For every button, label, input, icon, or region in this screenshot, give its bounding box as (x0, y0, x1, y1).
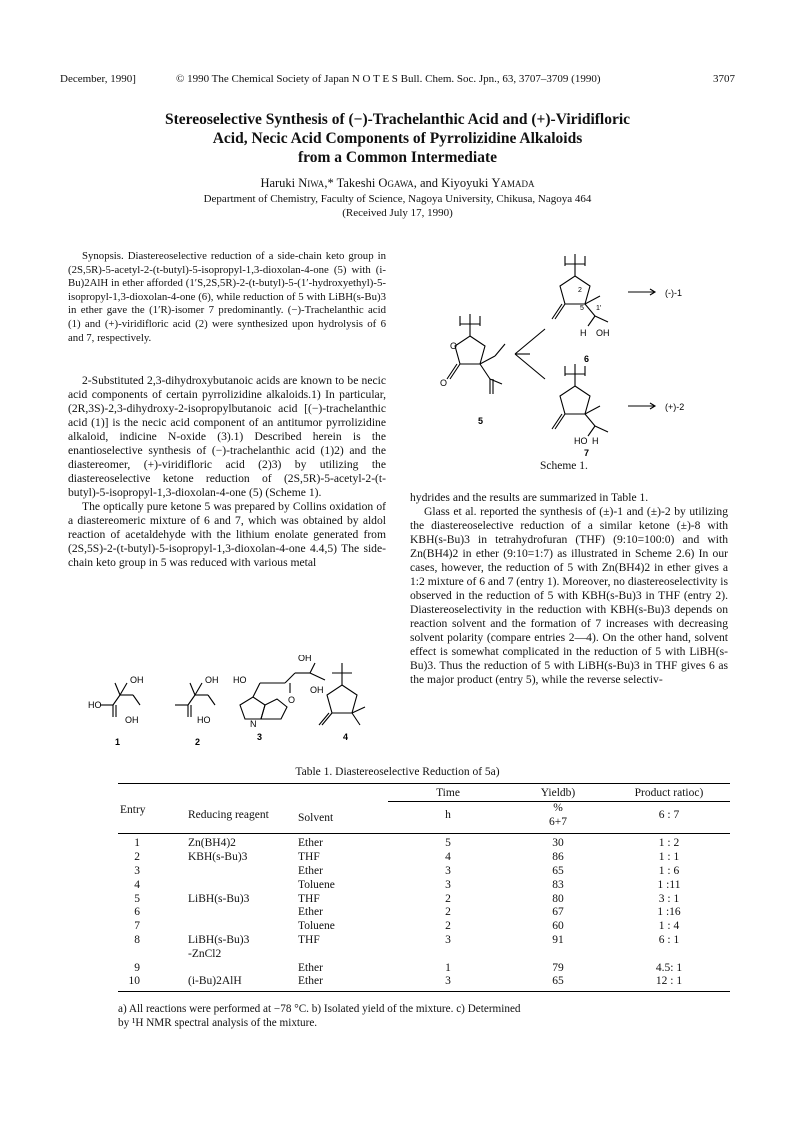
table-cell-time: 2 (445, 920, 451, 933)
header-ratio-sub: 6 : 7 (658, 808, 680, 821)
table-row (118, 834, 730, 851)
table-cell-solvent (298, 948, 388, 962)
table-cell-entry (118, 948, 188, 962)
header-yield: Yieldb) (508, 784, 608, 802)
scheme-1-figure (410, 244, 730, 459)
table-cell-yield: 80 (552, 892, 564, 905)
title-line-3: from a Common Intermediate (297, 149, 498, 166)
table-cell-entry: 4 (134, 878, 140, 891)
paragraph: The optically pure ketone 5 was prepared by Collins oxidation of a diastereomeric mixture of 6 and 7, which was obtained by aldol reaction of acetaldehyde with the lithium enolate generated from (2S,5S)-2-(t-butyl)-5-isopropyl-1,3-dioxolan-4-one 4.4,5) The side-chain keto group in 5 was reduced with various metal (68, 500, 386, 569)
table-footnotes (118, 1002, 730, 1030)
body-right-column (410, 491, 728, 687)
table-cell-entry: 7 (134, 920, 140, 933)
title-line-1: Stereoselective Synthesis of (−)-Trachelanthic Acid and (+)-Viridifloric (164, 111, 631, 128)
table-cell-time: 2 (445, 892, 451, 905)
table-cell-ratio: 1 : 4 (658, 920, 680, 933)
structures-1-4-figure (85, 655, 385, 747)
compound-6-label: 6 (584, 354, 590, 364)
footnote-line: by ¹H NMR spectral analysis of the mixture. (118, 1017, 318, 1029)
structure-2-label: 2 (195, 737, 201, 747)
hydroxyl-label: HO (88, 700, 102, 710)
table-row (118, 934, 730, 948)
position-label: 2 (578, 287, 582, 294)
table-row (118, 893, 730, 907)
table-cell-entry: 2 (134, 851, 140, 864)
table-cell-time: 3 (445, 878, 451, 891)
hydroxyl-label: OH (298, 655, 312, 663)
header-yield-unit: % (553, 801, 563, 814)
paragraph: hydrides and the results are summarized in Table 1. (410, 491, 649, 504)
table-cell-solvent: Ether (298, 837, 323, 850)
header-ratio: Product ratioc) (608, 784, 730, 802)
table-row (118, 962, 730, 976)
table-cell-ratio: 1 : 6 (658, 864, 680, 877)
body-left-column (68, 374, 386, 570)
oxygen-label: O (450, 341, 458, 351)
affiliation (60, 193, 735, 220)
table-cell-time: 4 (445, 851, 451, 864)
oxygen-label: O (288, 695, 296, 705)
structure-2 (175, 683, 215, 717)
table-cell-solvent: THF (298, 851, 320, 864)
table-cell-ratio: 3 : 1 (658, 892, 680, 905)
table-cell-ratio: 1 :16 (657, 906, 681, 919)
results-table (118, 783, 730, 992)
table-cell-reagent: -ZnCl2 (188, 947, 222, 960)
hydroxyl-label: HO (233, 675, 247, 685)
table-cell-solvent: Ether (298, 961, 323, 974)
table-cell-reagent (188, 906, 298, 920)
table-cell-reagent: Zn(BH4)2 (188, 837, 236, 850)
header-yield-sub: 6+7 (549, 815, 567, 828)
hydroxyl-label: OH (205, 675, 219, 685)
nitrogen-label: N (250, 719, 257, 729)
paragraph: Glass et al. reported the synthesis of (±)-1 and (±)-2 by utilizing the diastereoselective reduction of a similar ketone (±)-8 with KBH(s-Bu)3 in tetrahydrofuran (THF) (9:10=100:0) and with Zn(BH4)2 in ether (9:10=1:7) as illustrated in Scheme 2.6) In our cases, however, the reduction of 5 with Zn(BH4)2 in ether gives a 1:2 mixture of 6 and 7 (entry 1). Moreover, no diastereoselectivity is observed in the reduction of 5 with KBH(s-Bu)3 in THF (entry 2). Diastereoselectivity in the reduction with KBH(s-Bu)3 depends on reaction solvent and the formation of 7 increases with decreasing solvent polarity (compare entries 2—4). On the other hand, solvent effect is somewhat complicated in the reduction of 5 with LiBH(s-Bu)3. Thus the reduction of 5 with LiBH(s-Bu)3 in THF gives 6 as the major product (entry 5), while the reverse selectiv- (410, 505, 728, 686)
author-list: Haruki Niwa,* Takeshi Ogawa, and Kiyoyuki Yamada (260, 176, 535, 190)
table-cell-ratio: 1 : 2 (658, 837, 680, 850)
table-row (118, 851, 730, 865)
table-cell-ratio: 1 :11 (657, 878, 681, 891)
table-cell-entry: 6 (134, 906, 140, 919)
hydrogen-label: H (592, 436, 599, 446)
table-cell-yield: 67 (552, 906, 564, 919)
table-cell-yield: 91 (552, 933, 564, 946)
hydrogen-label: H (580, 328, 587, 338)
hydroxyl-label: HO (197, 715, 211, 725)
table-cell-ratio: 6 : 1 (658, 933, 680, 946)
table-cell-ratio: 1 : 1 (658, 851, 680, 864)
table-cell-time: 3 (445, 933, 451, 946)
structure-7 (552, 364, 608, 436)
position-label: 1′ (596, 305, 602, 312)
table-cell-solvent: THF (298, 892, 320, 905)
article-title (60, 110, 735, 167)
table-row (118, 906, 730, 920)
synopsis-label: Synopsis. (82, 250, 124, 262)
table-cell-time: 3 (445, 864, 451, 877)
compound-5-label: 5 (478, 416, 484, 426)
structure-1 (100, 683, 140, 717)
paragraph: 2-Substituted 2,3-dihydroxybutanoic acids are known to be necic acid components of certain pyrrolizidine alkaloids.1) In particular, (2R,3S)-2,3-dihydroxy-2-isopropylbutanoic acid [(−)-trachelanthic acid (1)] is the necic acid component of an antitumor pyrrolizidine alkaloid, indicine N-oxide (3).1) Described herein is the enantioselective synthesis of (−)-trachelanthic acid (1)2) and the diastereomer, (+)-viridifloric acid (2)3) by utilizing the diastereoselective ketone reduction of (2S,5R)-5-acetyl-2-(t-butyl)-5-isopropyl-1,3-dioxolan-4-one (5) (Scheme 1). (68, 374, 386, 499)
table-cell-yield: 60 (552, 920, 564, 933)
table-cell-time: 1 (445, 961, 451, 974)
table-cell-solvent: Toluene (298, 878, 335, 891)
table-cell-reagent: LiBH(s-Bu)3 (188, 933, 250, 946)
table-cell-reagent: KBH(s-Bu)3 (188, 851, 248, 864)
table-cell-solvent: THF (298, 933, 320, 946)
table-cell-reagent: LiBH(s-Bu)3 (188, 892, 250, 905)
table-cell-yield (508, 948, 608, 962)
hydroxyl-label: OH (310, 685, 324, 695)
structure-5 (447, 314, 505, 394)
position-label: 5 (580, 305, 584, 312)
table-cell-yield: 30 (552, 837, 564, 850)
table-cell-yield: 79 (552, 961, 564, 974)
hydroxyl-label: OH (596, 328, 610, 338)
table-row (118, 865, 730, 879)
table-cell-reagent: (i-Bu)2AlH (188, 975, 242, 988)
table-cell-entry: 5 (134, 892, 140, 905)
compound-7-label: 7 (584, 448, 590, 458)
table-cell-yield: 65 (552, 864, 564, 877)
table-cell-time: 2 (445, 906, 451, 919)
table-cell-yield: 65 (552, 975, 564, 988)
table-caption: Table 1. Diastereoselective Reduction of 5a) (295, 766, 500, 778)
author-1-family: Niwa (298, 176, 325, 190)
table-cell-solvent: Ether (298, 975, 323, 988)
table-cell-time: 5 (445, 837, 451, 850)
affiliation-line: Department of Chemistry, Faculty of Science, Nagoya University, Chikusa, Nagoya 464 (203, 193, 592, 205)
header-time-unit: h (445, 808, 451, 821)
table-row (118, 879, 730, 893)
synopsis (68, 250, 386, 345)
structure-1-label: 1 (115, 737, 121, 747)
author-3-family: Yamada (491, 176, 535, 190)
table-row (118, 920, 730, 934)
scheme-caption: Scheme 1. (540, 460, 588, 472)
table-cell-reagent (188, 920, 298, 934)
table-cell-ratio: 12 : 1 (655, 975, 683, 988)
hydroxyl-label: OH (130, 675, 144, 685)
structure-4 (319, 663, 365, 725)
header-date: December, 1990] (60, 73, 136, 85)
header-reagent: Reducing reagent (188, 808, 269, 821)
page-number: 3707 (713, 73, 735, 85)
table-cell-ratio (608, 948, 730, 962)
structure-3-label: 3 (257, 732, 263, 742)
header-solvent: Solvent (298, 811, 334, 824)
table-cell-solvent: Ether (298, 906, 323, 919)
received-date: (Received July 17, 1990) (342, 206, 453, 219)
table-cell-time: 3 (445, 975, 451, 988)
table-cell-entry: 1 (134, 837, 140, 850)
header-entry: Entry (120, 804, 146, 816)
table-cell-yield: 83 (552, 878, 564, 891)
table-row (118, 975, 730, 991)
table-cell-ratio: 4.5: 1 (655, 961, 683, 974)
footnote-line: a) All reactions were performed at −78 °C. b) Isolated yield of the mixture. c) Determined (118, 1003, 521, 1015)
table-cell-solvent: Ether (298, 864, 323, 877)
table-cell-entry: 9 (134, 961, 140, 974)
product-1-label: (-)-1 (665, 288, 682, 298)
header-time: Time (388, 784, 508, 802)
table-cell-solvent: Toluene (298, 920, 335, 933)
structure-4-label: 4 (343, 732, 349, 742)
table-cell-yield: 86 (552, 851, 564, 864)
table-cell-time (388, 948, 508, 962)
table-cell-reagent (188, 962, 298, 976)
hydroxyl-label: OH (125, 715, 139, 725)
title-line-2: Acid, Necic Acid Components of Pyrrolizidine Alkaloids (212, 130, 583, 147)
table-cell-entry: 10 (128, 975, 140, 988)
oxygen-label: O (440, 378, 448, 388)
table-cell-entry: 8 (134, 933, 140, 946)
product-2-label: (+)-2 (665, 402, 685, 412)
hydroxyl-label: HO (574, 436, 588, 446)
author-2-family: Ogawa (378, 176, 414, 190)
table-cell-entry: 3 (134, 864, 140, 877)
table-cell-reagent (188, 879, 298, 893)
table-row (118, 948, 730, 962)
table-cell-reagent (188, 865, 298, 879)
synopsis-text: Diastereoselective reduction of a side-chain keto group in (2S,5R)-5-acetyl-2-(t-butyl)-5-isopropyl-1,3-dioxolan-4-one (5) with (i-Bu)2AlH in ether afforded (1′S,2S,5R)-2-(t-butyl)-5-(1′-hydroxyethyl)-5-isopropyl-1,3-dioxolan-4-one (6), while reduction of 5 with LiBH(s-Bu)3 in ether gave the (1′R)-isomer 7 predominantly. (−)-Trachelanthic acid (1) and (+)-viridifloric acid (2) were synthesized upon hydrolysis of 6 and 7, respectively. (68, 250, 387, 344)
header-publication: © 1990 The Chemical Society of Japan N O T E S Bull. Chem. Soc. Jpn., 63, 3707–3709 (1990) (176, 73, 601, 85)
